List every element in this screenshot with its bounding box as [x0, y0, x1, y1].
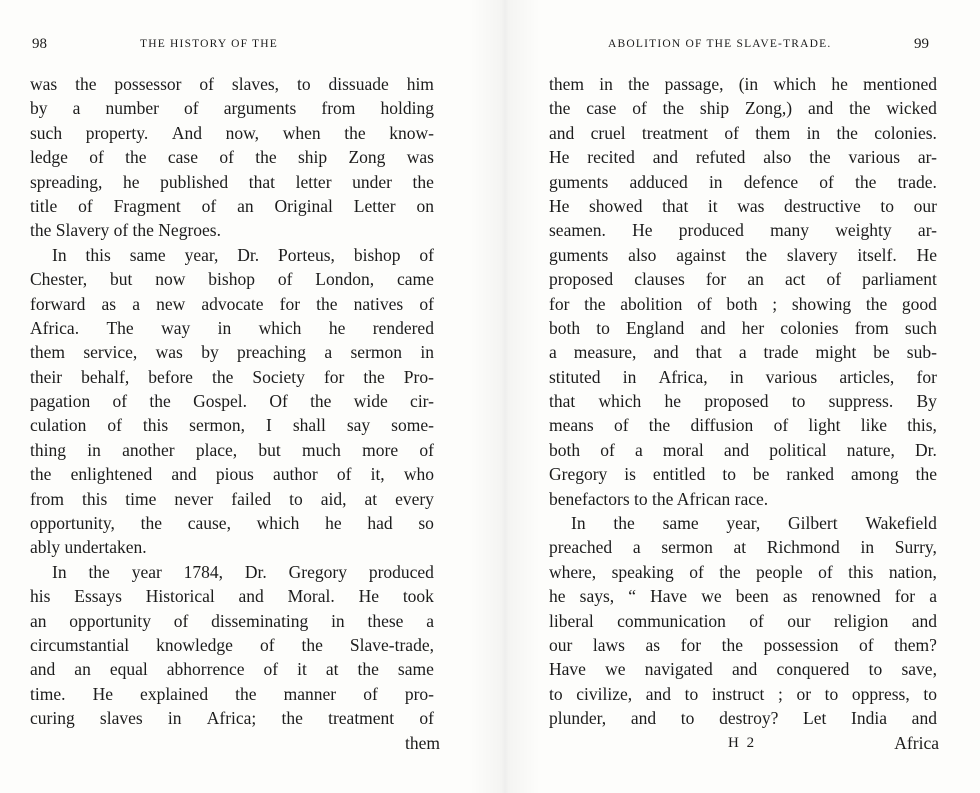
text-line: by a number of arguments from holding	[30, 98, 434, 119]
text-line: means of the diffusion of light like this,	[549, 415, 937, 436]
text-line: In this same year, Dr. Porteus, bishop of	[52, 244, 434, 265]
text-line: He showed that it was destructive to our	[549, 195, 937, 216]
text-line: and cruel treatment of them in the colonies.	[549, 122, 937, 143]
text-line: where, speaking of the people of this nation,	[549, 561, 937, 582]
catchword: Africa	[894, 733, 939, 753]
signature-mark: H 2	[728, 735, 757, 751]
text-line: Have we navigated and conquered to save,	[549, 659, 937, 680]
text-line: spreading, he published that letter under the	[30, 171, 434, 192]
catchword-line	[30, 731, 440, 755]
text-line: proposed clauses for an act of parliament	[549, 269, 937, 290]
text-line: plunder, and to destroy? Let India and	[549, 708, 937, 729]
text-line: both to England and her colonies from such	[549, 317, 937, 338]
text-line: opportunity, the cause, which he had so	[30, 513, 434, 534]
text-line: such property. And now, when the know-	[30, 122, 434, 143]
text-line: In the year 1784, Dr. Gregory produced	[52, 561, 434, 582]
running-head: ABOLITION OF THE SLAVE-TRADE.	[608, 38, 832, 50]
catchword-line	[549, 731, 939, 755]
text-line: was the possessor of slaves, to dissuade him	[30, 74, 434, 94]
text-line: liberal communication of our religion and	[549, 610, 937, 631]
text-line: curing slaves in Africa; the treatment of	[30, 708, 434, 729]
text-line: the enlightened and pious author of it, who	[30, 464, 434, 485]
text-line: them in the passage, (in which he mentioned	[549, 74, 937, 94]
text-line: time. He explained the manner of pro-	[30, 683, 434, 704]
text-line: culation of this sermon, I shall say some-	[30, 415, 434, 436]
text-line: the Slavery of the Negroes.	[30, 220, 221, 241]
text-line: Chester, but now bishop of London, came	[30, 269, 434, 290]
text-line: seamen. He produced many weighty ar-	[549, 220, 937, 241]
text-line: our laws as for the possession of them?	[549, 634, 937, 655]
catchword: them	[405, 733, 440, 753]
text-line: preached a sermon at Richmond in Surry,	[549, 537, 937, 558]
left-page	[0, 0, 470, 793]
text-line: their behalf, before the Society for the Pro-	[30, 366, 434, 387]
text-line: benefactors to the African race.	[549, 488, 769, 509]
right-page	[490, 0, 980, 793]
text-line: ably undertaken.	[30, 537, 147, 558]
text-line: a measure, and that a trade might be sub-	[549, 342, 937, 363]
page-body	[30, 72, 434, 731]
text-line: an opportunity of disseminating in these a	[30, 610, 434, 631]
text-line: guments adduced in defence of the trade.	[549, 171, 937, 192]
text-line: he says, “ Have we been as renowned for a	[549, 586, 937, 607]
text-line: forward as a new advocate for the natives of	[30, 293, 434, 314]
text-line: Gregory is entitled to be ranked among the	[549, 464, 937, 485]
text-line: circumstantial knowledge of the Slave-trade,	[30, 634, 434, 655]
text-line: them service, was by preaching a sermon in	[30, 342, 434, 363]
text-line: and an equal abhorrence of it at the same	[30, 659, 434, 680]
text-line: the case of the ship Zong,) and the wicked	[549, 98, 937, 119]
text-line: stituted in Africa, in various articles, for	[549, 366, 937, 387]
text-line: for the abolition of both ; showing the good	[549, 293, 937, 314]
text-line: from this time never failed to aid, at every	[30, 488, 434, 509]
text-line: Africa. The way in which he rendered	[30, 317, 434, 338]
page-number: 99	[914, 36, 929, 52]
text-line: pagation of the Gospel. Of the wide cir-	[30, 391, 434, 412]
text-line: ledge of the case of the ship Zong was	[30, 147, 434, 168]
text-line: that which he proposed to suppress. By	[549, 391, 937, 412]
running-head: THE HISTORY OF THE	[140, 38, 278, 50]
text-line: guments also against the slavery itself. He	[549, 244, 937, 265]
text-line: He recited and refuted also the various ar-	[549, 147, 937, 168]
text-line: both of a moral and political nature, Dr.	[549, 439, 937, 460]
text-line: to civilize, and to instruct ; or to oppress, to	[549, 683, 937, 704]
text-line: In the same year, Gilbert Wakefield	[571, 513, 937, 534]
text-line: his Essays Historical and Moral. He took	[30, 586, 434, 607]
text-line: thing in another place, but much more of	[30, 439, 434, 460]
page-number: 98	[32, 36, 47, 52]
text-line: title of Fragment of an Original Letter on	[30, 195, 434, 216]
page-body	[549, 72, 937, 731]
